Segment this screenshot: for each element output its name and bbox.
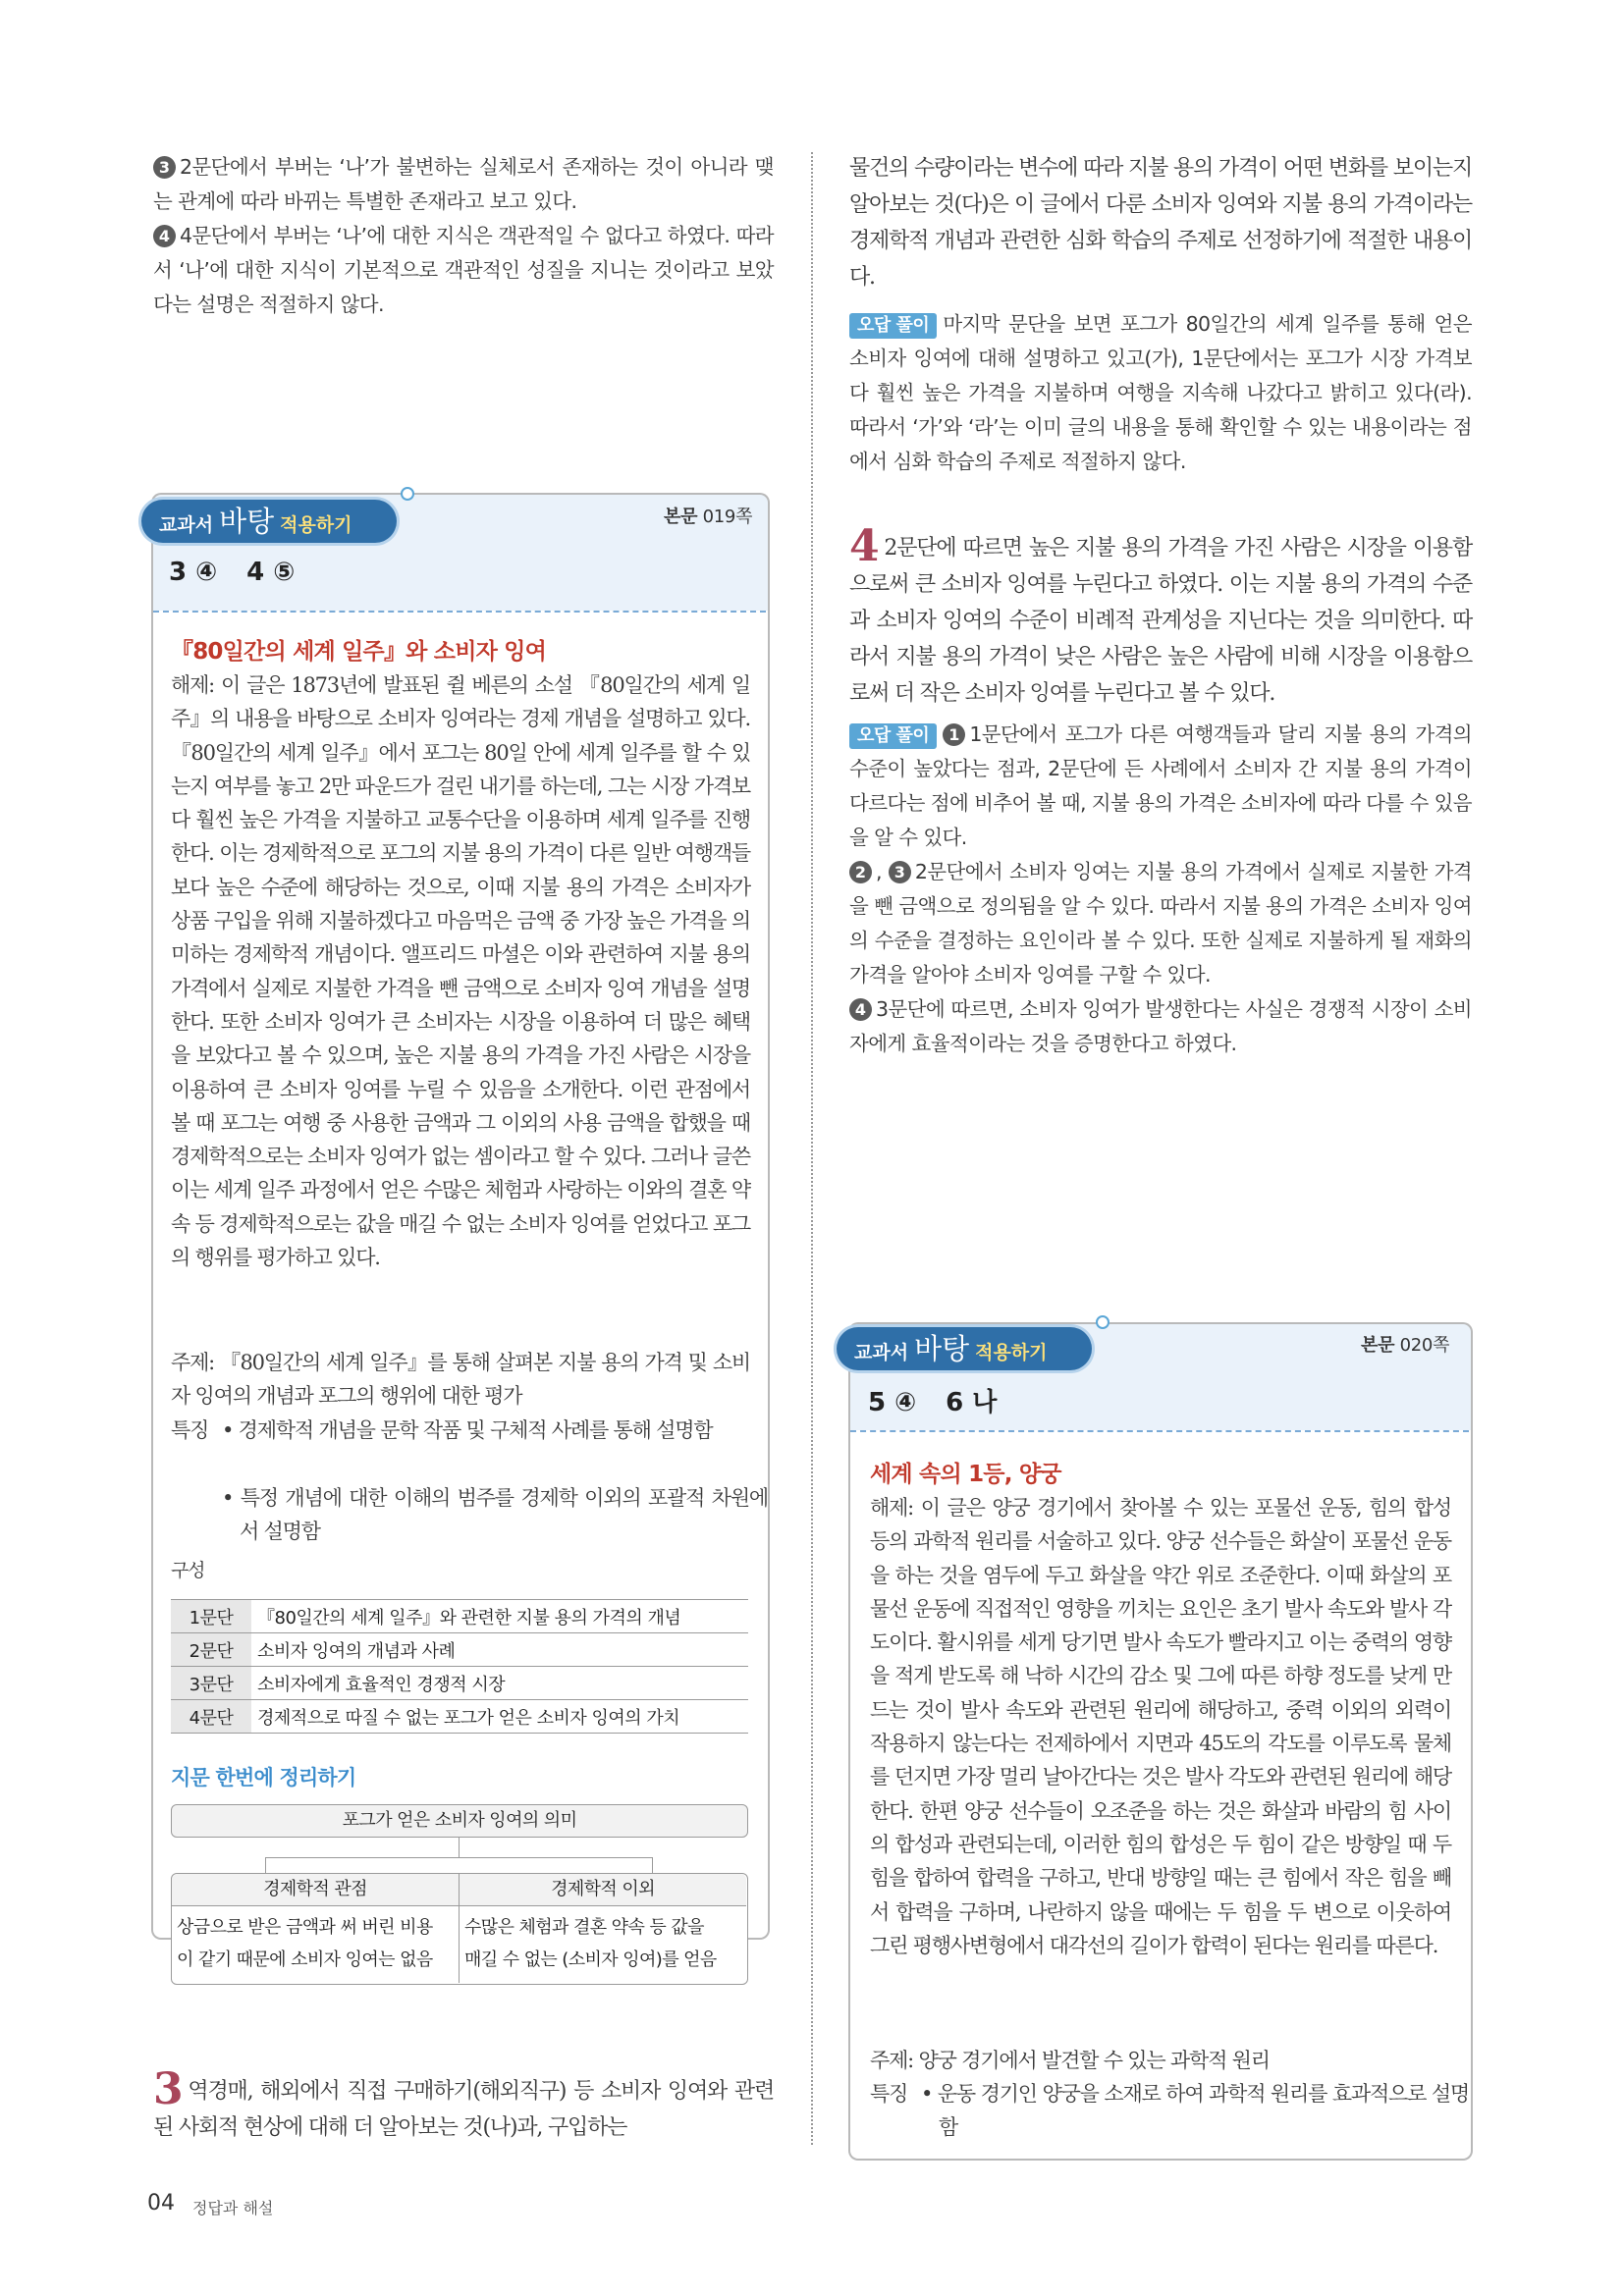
- box1-teukjing-label: 특징: [171, 1418, 209, 1442]
- box2-title: 세계 속의 1등, 양궁: [870, 1462, 1061, 1487]
- organizer-right-line1: 수많은 체험과 결혼 약속 등 값을: [464, 1917, 704, 1938]
- box1-juje: 주제: 『80일간의 세계 일주』를 통해 살펴본 지불 용의 가격 및 소비자 잉여의 개념과 포그의 행위에 대한 평가: [171, 1351, 750, 1409]
- box2-page-ref: 본문 020쪽: [1361, 1335, 1450, 1356]
- wrong-answer-tag: 오답 풀이: [849, 313, 937, 339]
- connector-line: [652, 1857, 653, 1873]
- structure-row: 1문단 『80일간의 세계 일주』와 관련한 지불 용의 가격의 개념: [171, 1600, 748, 1633]
- box1-teukjing-2: • 특정 개념에 대한 이해의 범주를 경제학 이외의 포괄적 차원에서 설명함: [222, 1486, 768, 1544]
- wrong-answer-note: 오답 풀이 마지막 문단을 보면 포그가 80일간의 세계 일주를 통해 얻은 소비자 잉여에 대해 설명하고 있고(가), 1문단에서는 포그가 시장 가격보다 훨씬 높은 가격을 지불하며 여행을 지속해 나갔다고 밝히고 있다(라). 따라서 ‘가’와 ‘라’는 이미 글의 내용을 통해 확인할 수 있는 내용이라는 점에서 심화 학습의 주제로 적절하지 않다.: [849, 312, 1472, 473]
- box1-page-ref: 본문 019쪽: [664, 507, 753, 527]
- question-number: 3: [153, 2064, 183, 2114]
- structure-row: 4문단 경제적으로 따질 수 없는 포그가 얻은 소비자 잉여의 가치: [171, 1700, 748, 1734]
- organizer-left-line2: 이 같기 때문에 소비자 잉여는 없음: [177, 1949, 433, 1970]
- circled-number: 3: [889, 861, 911, 883]
- wrong-answer-note-1: 오답 풀이 1 1문단에서 포그가 다른 여행객들과 달리 지불 용의 가격의 수준이 높았다는 점과, 2문단에 든 사례에서 소비자 간 지불 용의 가격이 다르다는 점에 비추어 볼 때, 지불 용의 가격은 소비자에 따라 다를 수 있음을 알 수 있다.: [849, 722, 1472, 849]
- connector-line: [459, 1838, 460, 1857]
- circled-number: 4: [849, 998, 872, 1021]
- right-top-explanation: 물건의 수량이라는 변수에 따라 지불 용의 가격이 어떤 변화를 보이는지 알아보는 것(다)은 이 글에서 다룬 소비자 잉여와 지불 용의 가격이라는 경제학적 개념과 관련한 심화 학습의 주제로 선정하기에 적절한 내용이다. 오답 풀이 마지막 문단을 보면 포그가 80일간의 세계 일주를 통해 얻은 소비자 잉여에 대해 설명하고 있고(가), 1문단에서는 포그가 시장 가격보다 훨씬 높은 가격을 지불하며 여행을 지속해 나갔다고 밝히고 있다(라). 따라서 ‘가’와 ‘라’는 이미 글의 내용을 통해 확인할 수 있는 내용이라는 점에서 심화 학습의 주제로 적절하지 않다.: [849, 150, 1472, 479]
- question-4-explanation: 4 2문단에 따르면 높은 지불 용의 가격을 가진 사람은 시장을 이용함으로써 큰 소비자 잉여를 누린다고 하였다. 이는 지불 용의 가격의 수준과 소비자 잉여의 수준이 비례적 관계성을 지닌다는 것을 의미한다. 따라서 지불 용의 가격이 낮은 사람은 높은 사람에 비해 시장을 이용함으로써 더 작은 소비자 잉여를 누린다고 볼 수 있다. 오답 풀이 1 1문단에서 포그가 다른 여행객들과 달리 지불 용의 가격의 수준이 높았다는 점과, 2문단에 든 사례에서 소비자 간 지불 용의 가격이 다르다는 점에 비추어 볼 때, 지불 용의 가격은 소비자에 따라 다를 수 있음을 알 수 있다. 2 , 3 2문단에서 소비자 잉여는 지불 용의 가격에서 실제로 지불한 가격을 뺀 금액으로 정의됨을 알 수 있다. 따라서 지불 용의 가격은 소비자 잉여의 수준을 결정하는 요인이라 볼 수 있다. 또한 실제로 지불하게 될 재화의 가격을 알아야 소비자 잉여를 구할 수 있다. 4 3문단에 따르면, 소비자 잉여가 발생한다는 사실은 경쟁적 시장이 소비자에게 효율적이라는 것을 증명한다고 하였다.: [849, 530, 1472, 1061]
- circled-number: 1: [943, 723, 965, 746]
- box2-answers: 5 ④ 6 나: [868, 1388, 998, 1417]
- box2-teukjing-label: 특징: [870, 2082, 908, 2106]
- organizer-left-head: 경제학적 관점: [263, 1879, 367, 1899]
- note-item-3: 3 2문단에서 부버는 ‘나’가 불변하는 실체로서 존재하는 것이 아니라 맺는 관계에 따라 바뀌는 특별한 존재라고 보고 있다.: [153, 155, 774, 213]
- wrong-answer-note-3: 4 3문단에 따르면, 소비자 잉여가 발생한다는 사실은 경쟁적 시장이 소비자에게 효율적이라는 것을 증명한다고 하였다.: [849, 997, 1472, 1055]
- connector-line: [265, 1857, 652, 1858]
- structure-row: 2문단 소비자 잉여의 개념과 사례: [171, 1633, 748, 1667]
- question-3-explanation: 3 역경매, 해외에서 직접 구매하기(해외직구) 등 소비자 잉여와 관련된 사회적 현상에 대해 더 알아보는 것(나)과, 구입하는: [153, 2064, 774, 2140]
- organizer-right-head: 경제학적 이외: [551, 1879, 655, 1899]
- dashed-divider: [153, 611, 766, 613]
- box1-haeje: 해제: 이 글은 1873년에 발표된 쥘 베른의 소설 『80일간의 세계 일주』의 내용을 바탕으로 소비자 잉여라는 경제 개념을 설명하고 있다. 『80일간의 세계 일주』에서 포그는 80일 안에 세계 일주를 할 수 있는지 여부를 놓고 2만 파운드가 걸린 내기를 하는데, 그는 시장 가격보다 훨씬 높은 가격을 지불하고 교통수단을 이용하며 세계 일주를 진행한다. 이는 경제학적으로 포그의 지불 용의 가격이 다른 일반 여행객들보다 높은 수준에 해당하는 것으로, 이때 지불 용의 가격은 소비자가 상품 구입을 위해 지불하겠다고 마음먹은 금액 중 가장 높은 가격을 의미하는 경제학적 개념이다. 앨프리드 마셜은 이와 관련하여 지불 용의 가격에서 실제로 지불한 가격을 뺀 금액으로 소비자 잉여 개념을 설명한다. 또한 소비자 잉여가 큰 소비자는 시장을 이용하여 더 많은 혜택을 보았다고 볼 수 있으며, 높은 지불 용의 가격을 가진 사람은 시장을 이용하여 큰 소비자 잉여를 누릴 수 있음을 소개한다. 이런 관점에서 볼 때 포그는 여행 중 사용한 금액과 그 이외의 사용 금액을 합했을 때 경제학적으로는 소비자 잉여가 없는 셈이라고 할 수 있다. 그러나 글쓴이는 세계 일주 과정에서 얻은 수많은 체험과 사랑하는 이와의 결혼 약속 등 경제학적으로는 값을 매길 수 없는 소비자 잉여를 얻었다고 포그의 행위를 평가하고 있다.: [171, 673, 750, 1270]
- box1-title: 『80일간의 세계 일주』와 소비자 잉여: [171, 639, 547, 665]
- connector-line: [265, 1857, 266, 1873]
- structure-table: [171, 1599, 748, 1734]
- circled-number: 2: [849, 861, 872, 883]
- circled-number: 3: [153, 156, 176, 179]
- box2-haeje: 해제: 이 글은 양궁 경기에서 찾아볼 수 있는 포물선 운동, 힘의 합성 등의 과학적 원리를 서술하고 있다. 양궁 선수들은 화살이 포물선 운동을 하는 것을 염두에 두고 화살을 약간 위로 조준한다. 이때 화살의 포물선 운동에 직접적인 영향을 끼치는 요인은 초기 발사 속도와 발사 각도이다. 활시위를 세게 당기면 발사 속도가 빨라지고 이는 중력의 영향을 적게 받도록 해 낙하 시간의 감소 및 그에 따른 하향 정도를 낮게 만드는 것이 발사 속도와 관련된 원리에 해당하고, 중력 이외의 외력이 작용하지 않는다는 전제하에서 지면과 45도의 각도를 이루도록 물체를 던지면 가장 멀리 날아간다는 것은 발사 각도와 관련된 원리에 해당한다. 한편 양궁 선수들이 오조준을 하는 것은 화살과 바람의 힘 사이의 합성과 관련되는데, 이러한 힘의 합성은 두 힘이 같은 방향일 때 두 힘을 합하여 합력을 구하고, 반대 방향일 때는 큰 힘에서 작은 힘을 빼서 합력을 구하며, 나란하지 않을 때에는 두 힘을 두 변으로 이웃하여 그린 평행사변형에서 대각선의 길이가 합력이 된다는 원리를 따른다.: [870, 1496, 1451, 1957]
- box2-banner: 교과서 바탕 적용하기: [837, 1327, 1092, 1370]
- box1-banner: 교과서 바탕 적용하기: [141, 500, 397, 543]
- box1-gusung-label: 구성: [171, 1560, 205, 1581]
- banner-dot: [1096, 1315, 1110, 1329]
- left-top-notes: [153, 150, 774, 322]
- wrong-answer-tag: 오답 풀이: [849, 723, 937, 749]
- organizer-right-line2: 매길 수 없는 (소비자 잉여)를 얻음: [464, 1949, 717, 1970]
- box2-teukjing-1: • 운동 경기인 양궁을 소재로 하여 과학적 원리를 효과적으로 설명함: [921, 2082, 1469, 2140]
- box1-teukjing-1: • 경제학적 개념을 문학 작품 및 구체적 사례를 통해 설명함: [222, 1418, 713, 1442]
- page-number: 04: [147, 2191, 175, 2216]
- wrong-answer-note-2: 2 , 3 2문단에서 소비자 잉여는 지불 용의 가격에서 실제로 지불한 가격을 뺀 금액으로 정의됨을 알 수 있다. 따라서 지불 용의 가격은 소비자 잉여의 수준을 결정하는 요인이라 볼 수 있다. 또한 실제로 지불하게 될 재화의 가격을 알아야 소비자 잉여를 구할 수 있다.: [849, 860, 1472, 987]
- banner-dot: [401, 487, 414, 501]
- question-number: 4: [849, 521, 879, 571]
- organizer-top-box: 포그가 얻은 소비자 잉여의 의미: [171, 1804, 748, 1838]
- structure-row: 3문단 소비자에게 효율적인 경쟁적 시장: [171, 1667, 748, 1700]
- footer-label: 정답과 해설: [192, 2199, 274, 2217]
- circled-number: 4: [153, 225, 176, 247]
- column-divider: [811, 152, 813, 2145]
- summary-title: 지문 한번에 정리하기: [171, 1766, 356, 1789]
- note-item-4: 4 4문단에서 부버는 ‘나’에 대한 지식은 객관적일 수 없다고 하였다. 따라서 ‘나’에 대한 지식이 기본적으로 객관적인 성질을 지니는 것이라고 보았다는 설명은 적절하지 않다.: [153, 224, 774, 316]
- dashed-divider: [850, 1430, 1469, 1432]
- box1-answers: 3 ④ 4 ⑤: [169, 558, 296, 587]
- organizer-left-line1: 상금으로 받은 금액과 써 버린 비용: [177, 1917, 433, 1938]
- box2-juje: 주제: 양궁 경기에서 발견할 수 있는 과학적 원리: [870, 2049, 1270, 2072]
